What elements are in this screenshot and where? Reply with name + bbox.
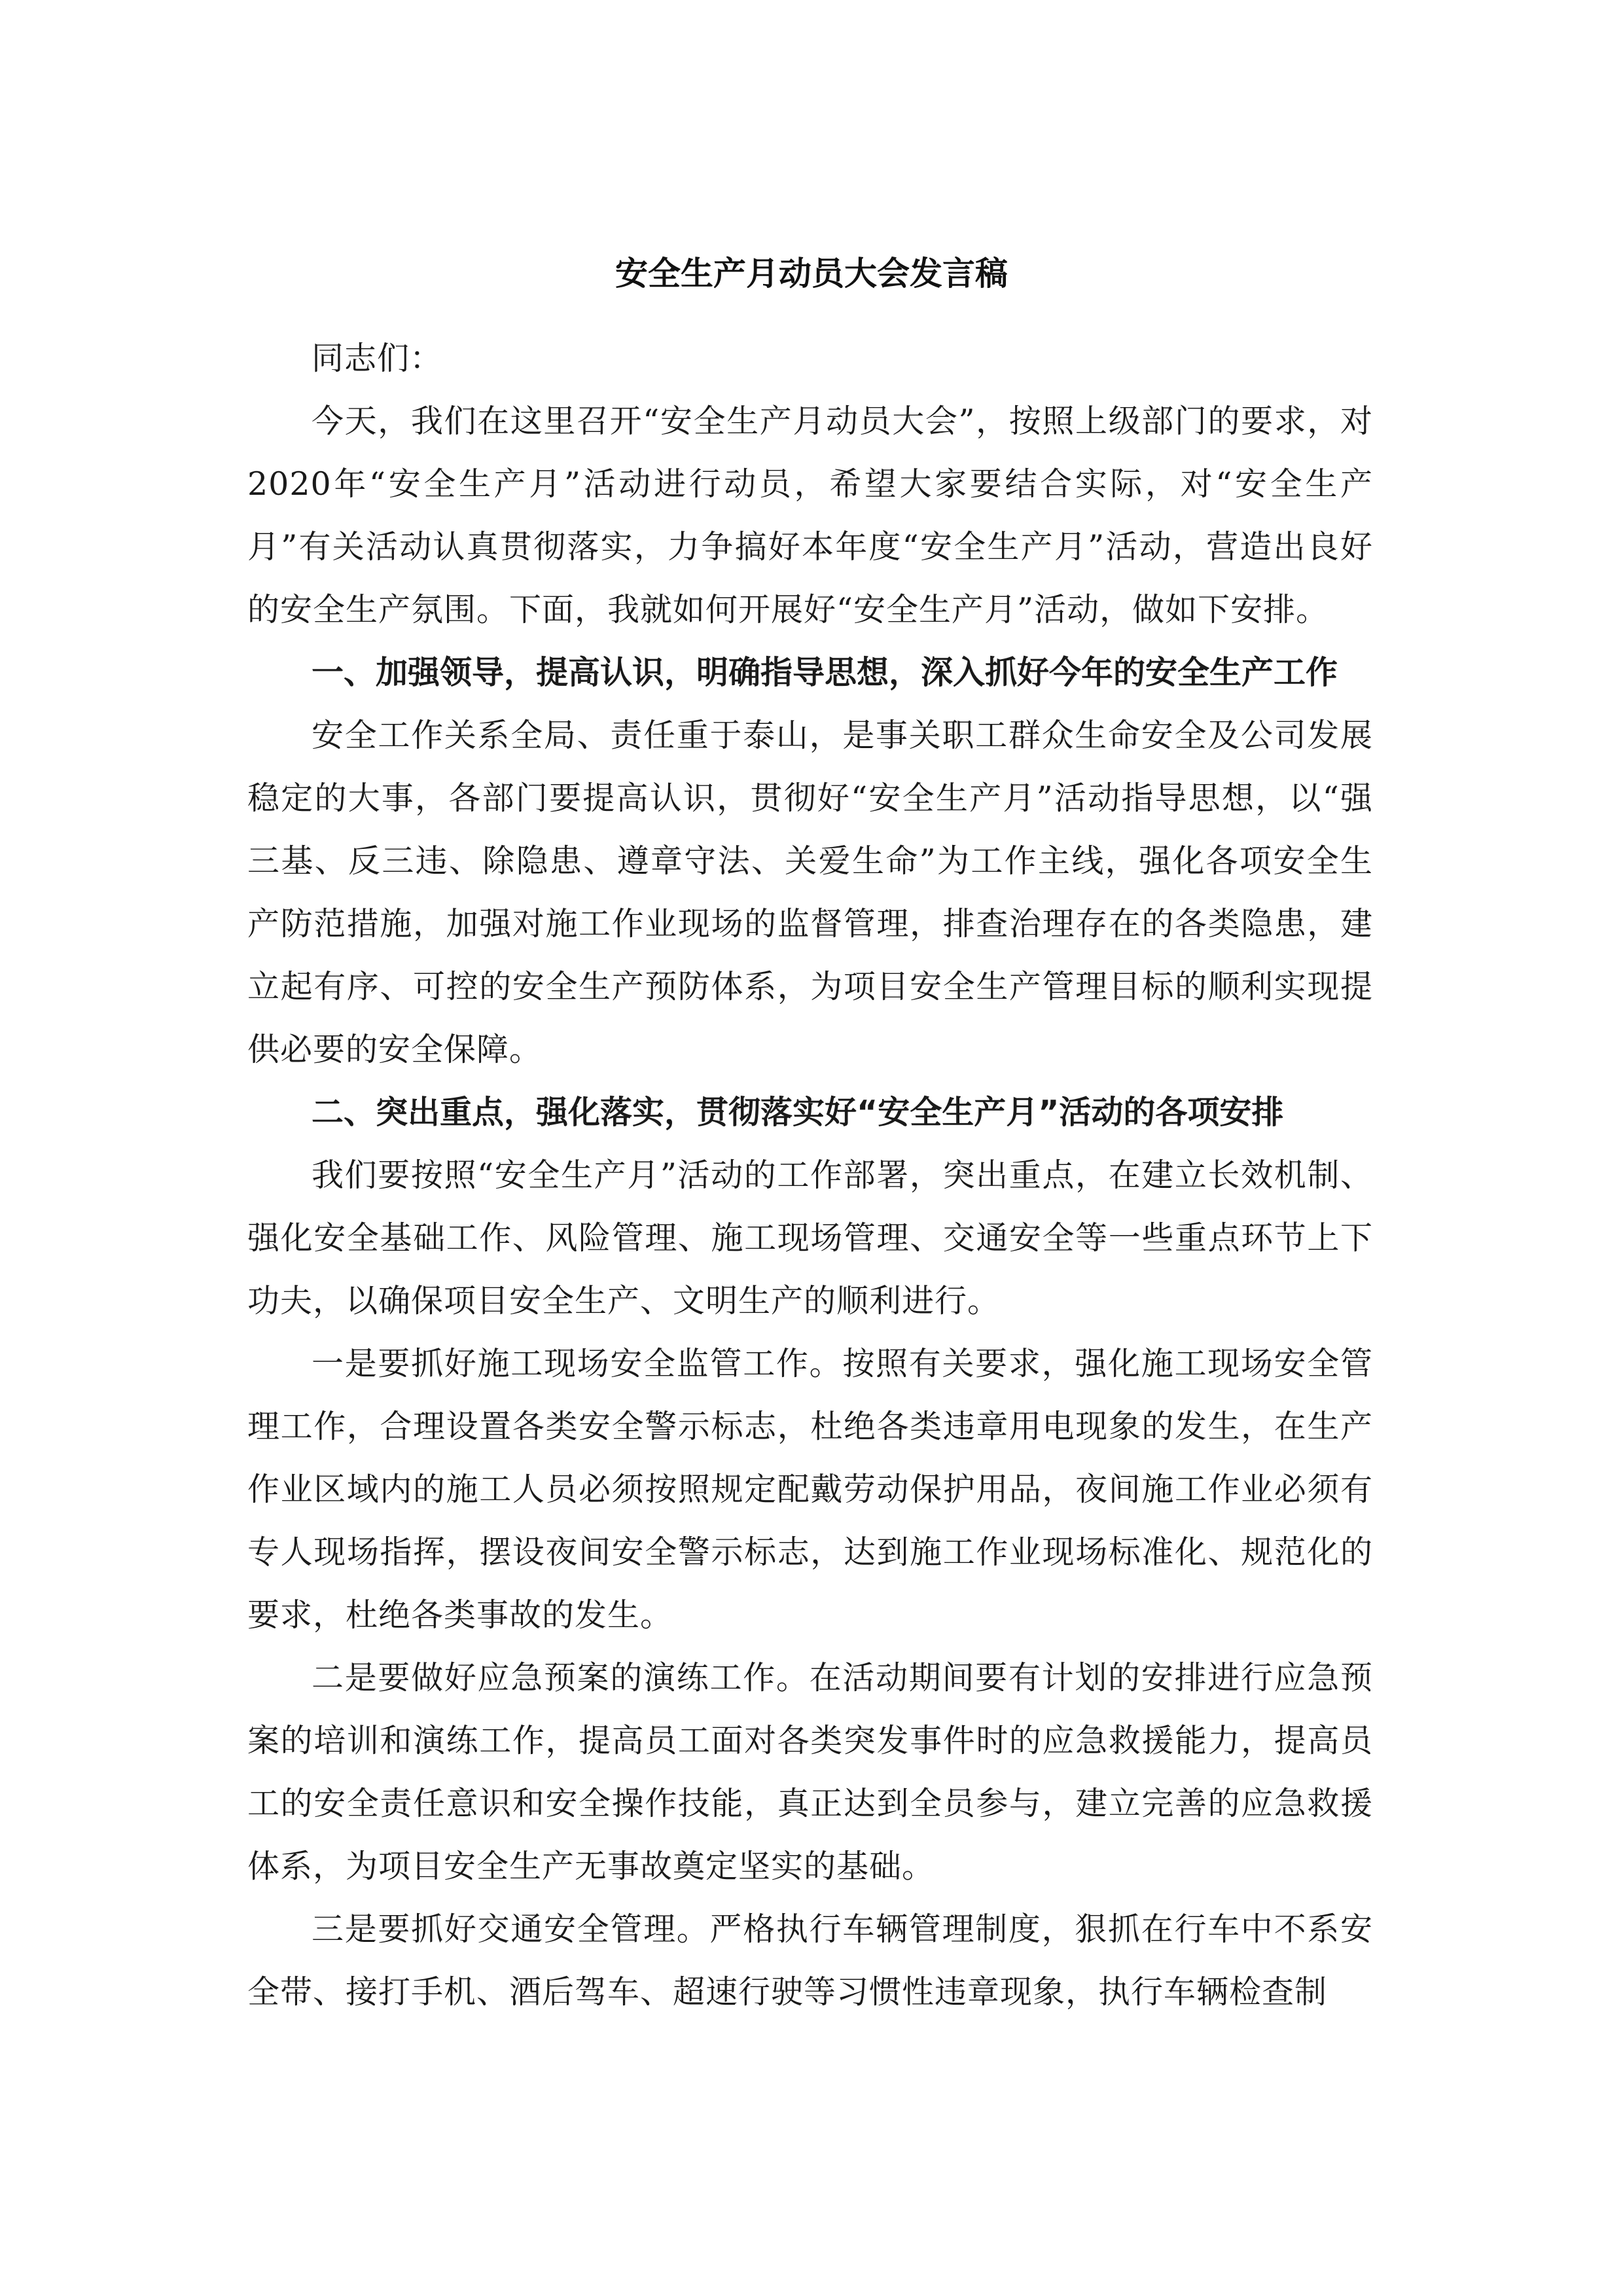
section-heading-1: 一、加强领导，提高认识，明确指导思想，深入抓好今年的安全生产工作 xyxy=(312,654,1338,691)
paragraph-section-2: 我们要按照“安全生产月”活动的工作部署，突出重点，在建立长效机制、强化安全基础工作、风险管理、施工现场管理、交通安全等一些重点环节上下功夫，以确保项目安全生产、文明生产的顺利进行。 xyxy=(247,1157,1373,1319)
section-heading-2: 二、突出重点，强化落实，贯彻落实好“安全生产月”活动的各项安排 xyxy=(312,1094,1284,1131)
document-title: 安全生产月动员大会发言稿 xyxy=(615,255,1008,293)
paragraph-intro: 今天，我们在这里召开“安全生产月动员大会”，按照上级部门的要求，对2020年“安全生产月”活动进行动员，希望大家要结合实际，对“安全生产月”有关活动认真贯彻落实，力争搞好本年度“安全生产月”活动，营造出良好的安全生产氛围。下面，我就如何开展好“安全生产月”活动，做如下安排。 xyxy=(247,403,1373,628)
salutation: 同志们： xyxy=(312,340,443,377)
document-body xyxy=(247,327,1373,2024)
paragraph-point-1: 一是要抓好施工现场安全监管工作。按照有关要求，强化施工现场安全管理工作，合理设置各类安全警示标志，杜绝各类违章用电现象的发生，在生产作业区域内的施工人员必须按照规定配戴劳动保护用品，夜间施工作业必须有专人现场指挥，摆设夜间安全警示标志，达到施工作业现场标准化、规范化的要求，杜绝各类事故的发生。 xyxy=(247,1345,1373,1634)
paragraph-point-2: 二是要做好应急预案的演练工作。在活动期间要有计划的安排进行应急预案的培训和演练工作，提高员工面对各类突发事件时的应急救援能力，提高员工的安全责任意识和安全操作技能，真正达到全员参与，建立完善的应急救援体系，为项目安全生产无事故奠定坚实的基础。 xyxy=(247,1659,1373,1885)
paragraph-point-3: 三是要抓好交通安全管理。严格执行车辆管理制度，狠抓在行车中不系安全带、接打手机、酒后驾车、超速行驶等习惯性违章现象，执行车辆检查制 xyxy=(247,1910,1373,2011)
paragraph-section-1: 安全工作关系全局、责任重于泰山，是事关职工群众生命安全及公司发展稳定的大事，各部门要提高认识，贯彻好“安全生产月”活动指导思想，以“强三基、反三违、除隐患、遵章守法、关爱生命”为工作主线，强化各项安全生产防范措施，加强对施工作业现场的监督管理，排查治理存在的各类隐患，建立起有序、可控的安全生产预防体系，为项目安全生产管理目标的顺利实现提供必要的安全保障。 xyxy=(247,717,1373,1068)
